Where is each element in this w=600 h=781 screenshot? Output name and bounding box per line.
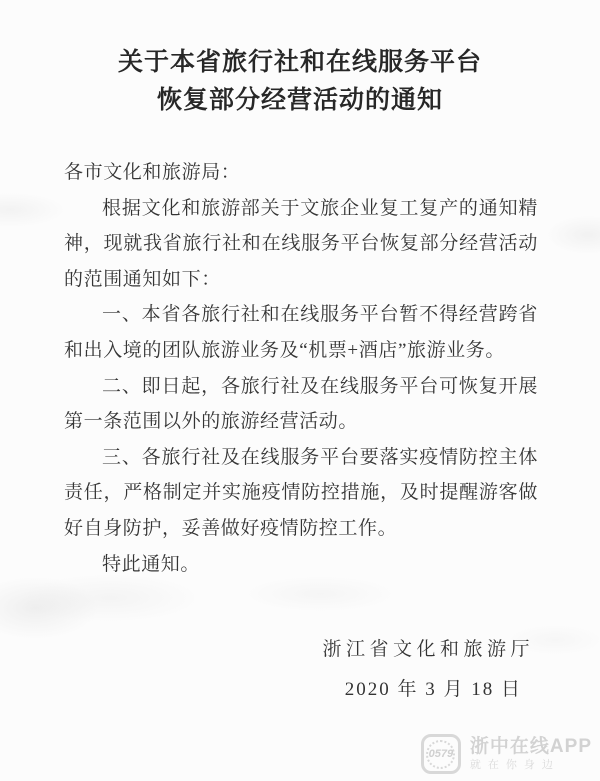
- signature-organization: 浙江省文化和旅游厅: [322, 639, 534, 661]
- logo-badge-text: 0579: [426, 740, 455, 769]
- notice-item-2: 二、即日起，各旅行社及在线服务平台可恢复开展第一条范围以外的旅游经营活动。: [64, 375, 538, 433]
- document-title-line1: 关于本省旅行社和在线服务平台: [117, 49, 482, 76]
- salutation-line: 各市文化和旅游局：: [64, 162, 241, 183]
- watermark-app-name: 浙中在线APP: [469, 735, 592, 757]
- notice-item-3: 三、各旅行社及在线服务平台要落实疫情防控主体责任，严格制定并实施疫情防控措施，及时提醒游客做好自身防护，妥善做好疫情防控工作。: [64, 446, 538, 539]
- signature-block: [0, 630, 600, 710]
- watermark-slogan: 就在你身边: [469, 759, 560, 772]
- document-body: [64, 155, 538, 582]
- document-title-line2: 恢复部分经营活动的通知: [156, 87, 443, 114]
- closing-line: 特此通知。: [102, 553, 201, 575]
- notice-intro-paragraph: 根据文化和旅游部关于文旅企业复工复产的通知精神，现就我省旅行社和在线服务平台恢复部分经营活动的范围通知如下：: [64, 197, 538, 290]
- app-logo-icon: [421, 734, 461, 774]
- watermark-texts: [470, 737, 592, 772]
- signature-date: 2020 年 3 月 18 日: [344, 679, 522, 701]
- notice-item-1: 一、本省各旅行社和在线服务平台暂不得经营跨省和出入境的团队旅游业务及“机票+酒店”旅游业务。: [64, 304, 538, 361]
- document-title: [0, 44, 600, 120]
- app-watermark: [421, 734, 592, 774]
